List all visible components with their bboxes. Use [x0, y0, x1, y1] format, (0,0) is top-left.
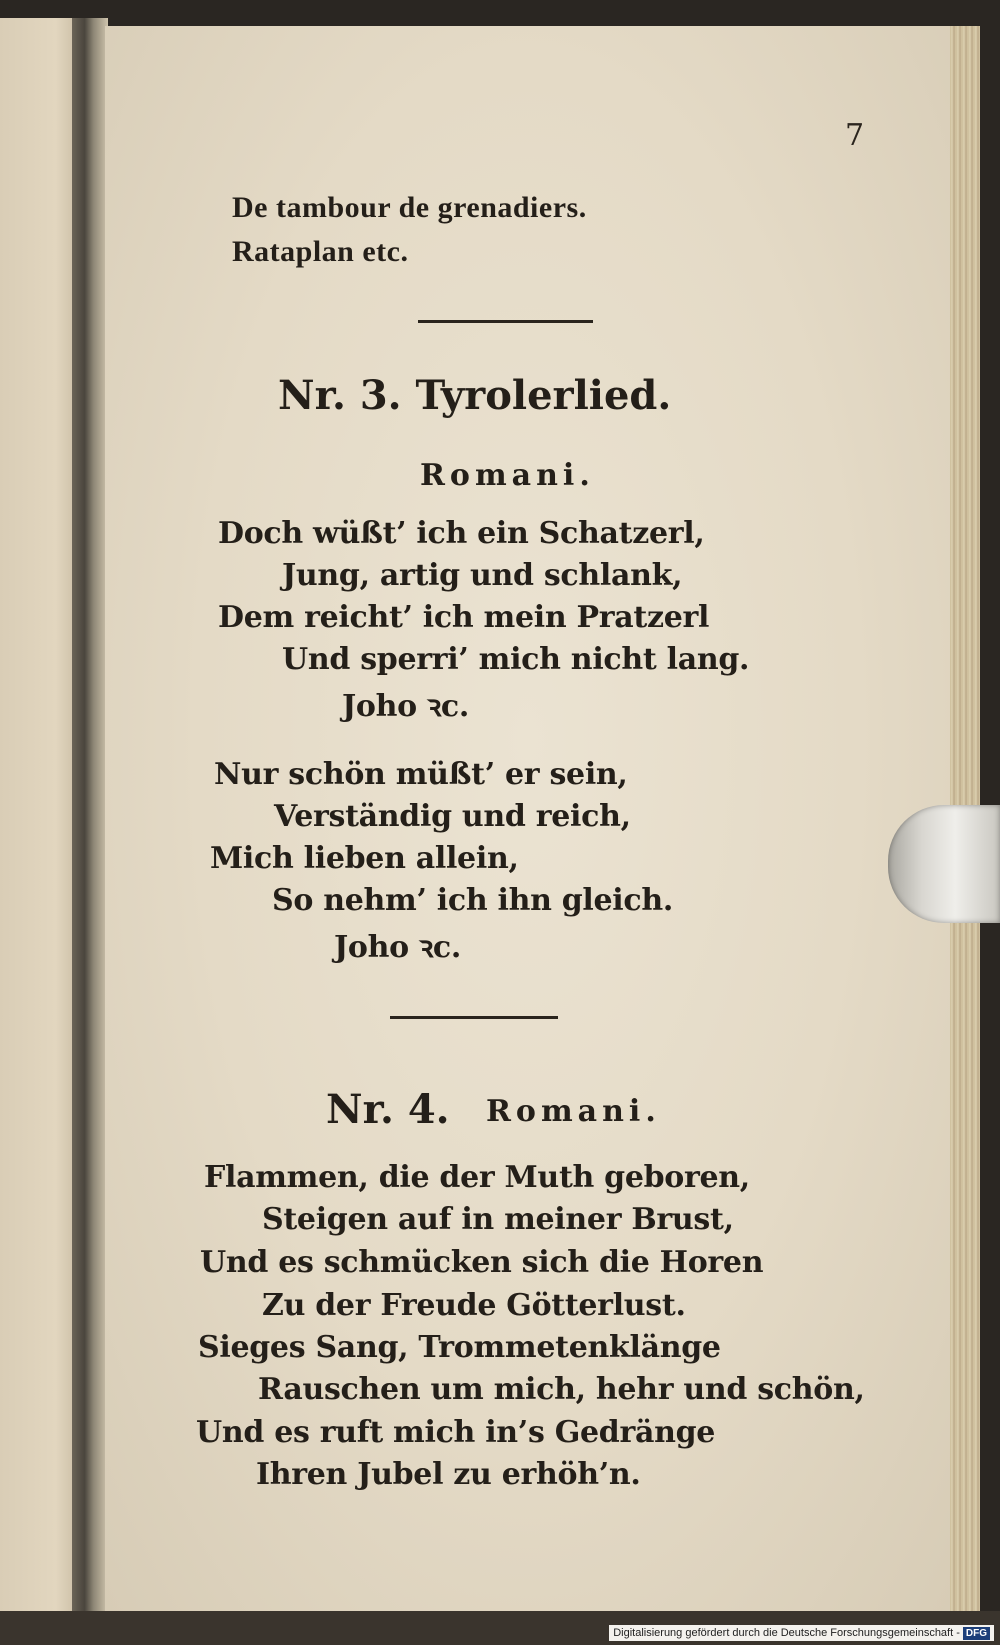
credit-text: Digitalisierung gefördert durch die Deutsche Forschungsgemeinschaft -: [613, 1627, 960, 1639]
page-clip: [888, 805, 1000, 923]
verse-line: Doch wüßt’ ich ein Schatzerl,: [218, 516, 705, 551]
verse-line: Flammen, die der Muth geboren,: [204, 1160, 750, 1195]
verse-line: Verständig und reich,: [274, 799, 631, 834]
verse-line: Jung, artig und schlank,: [282, 558, 683, 593]
french-chorus: [232, 186, 587, 274]
verse-line: Ihren Jubel zu erhöh’n.: [256, 1457, 641, 1492]
song3-title: Nr. 3. Tyrolerlied.: [278, 372, 672, 419]
divider-rule-2: [390, 1016, 558, 1019]
chorus-line-2: Rataplan etc.: [232, 235, 409, 268]
verse-line: Joho ꝛc.: [334, 930, 462, 965]
verse-line: Joho ꝛc.: [342, 689, 470, 724]
book-gutter: [72, 18, 108, 1633]
divider-rule-1: [418, 320, 593, 323]
song3-singer: Romani.: [420, 458, 595, 493]
verse-line: Und es ruft mich in’s Gedränge: [196, 1415, 716, 1450]
verse-line: Steigen auf in meiner Brust,: [262, 1202, 734, 1237]
verse-line: Dem reicht’ ich mein Pratzerl: [218, 600, 710, 635]
verse-line: Rauschen um mich, hehr und schön,: [258, 1372, 865, 1407]
verse-line: Zu der Freude Götterlust.: [262, 1288, 686, 1323]
left-page: [0, 18, 80, 1633]
verse-line: So nehm’ ich ihn gleich.: [272, 883, 674, 918]
verse-line: Und sperri’ mich nicht lang.: [282, 642, 750, 677]
verse-line: Mich lieben allein,: [210, 841, 519, 876]
verse-line: Sieges Sang, Trommetenklänge: [198, 1330, 721, 1365]
digitization-credit: [609, 1625, 994, 1641]
dfg-logo: DFG: [963, 1627, 990, 1640]
chorus-line-1: De tambour de grenadiers.: [232, 191, 587, 224]
song4-singer: Romani.: [486, 1094, 661, 1129]
verse-line: Und es schmücken sich die Horen: [200, 1245, 764, 1280]
page-number: 7: [845, 118, 865, 153]
verse-line: Nur schön müßt’ er sein,: [214, 757, 628, 792]
song4-number: Nr. 4.: [326, 1086, 450, 1133]
